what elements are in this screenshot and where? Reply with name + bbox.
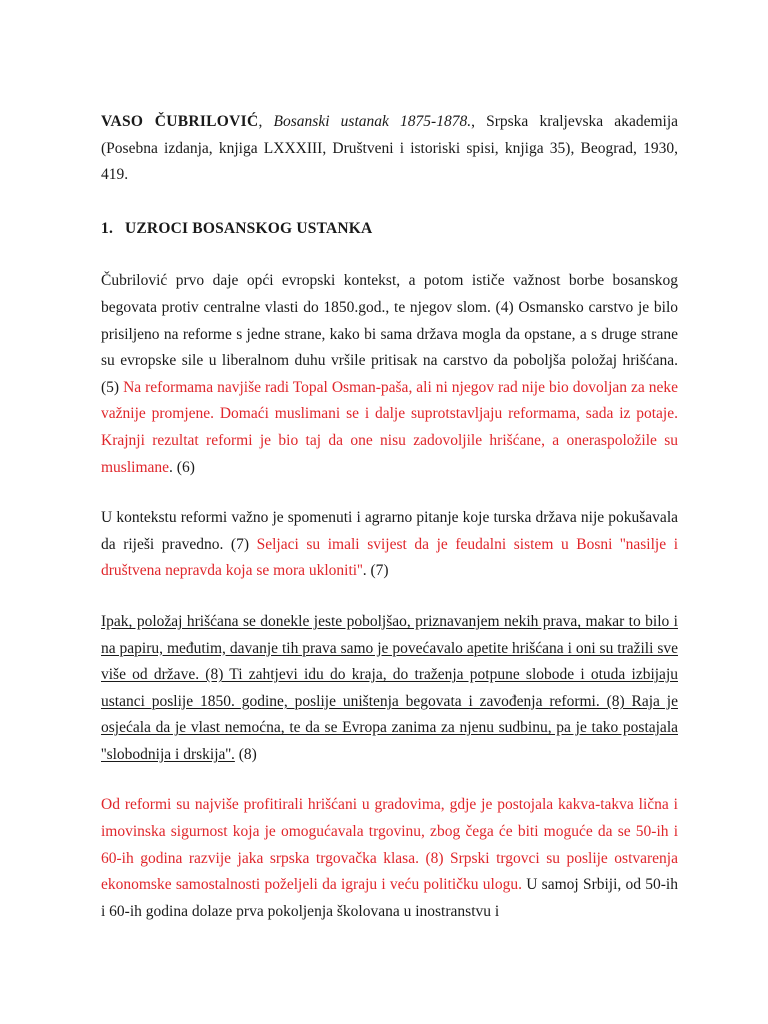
highlighted-text-red: Seljaci su imali svijest da je feudalni sistem u Bosni ''nasilje i društvena nepravda koja se mora ukloniti''	[101, 535, 679, 580]
paragraph-text: (8)	[234, 745, 257, 763]
underlined-text: Ipak, položaj hrišćana se donekle jeste poboljšao, priznavanjem nekih prava, makar to bilo i na papiru, međutim, davanje tih prava samo je povećavalo apetite hrišćana i oni su tražili sve više od države. (8) Ti zahtjevi idu do kraja, do traženja potpune slobode i otuda izbijaju ustanci poslije 1850. godine, poslije uništenja begovata i zavođenja reformi. (8) Raja je osjećala da je vlast nemoćna, te da se Evropa zanima za njenu sudbinu, pa je tako postajala ''slobodnija i drskija''.	[101, 612, 678, 763]
document-page	[101, 109, 678, 949]
section-heading	[101, 216, 678, 243]
paragraph-trade-class	[101, 792, 678, 925]
citation-separator: ,	[258, 113, 274, 130]
highlighted-text-red: Na reformama navjiše radi Topal Osman-paša, ali ni njegov rad nije bio dovoljan za neke važnije promjene. Domaći muslimani se i dalje suprotstavljaju reformama, sada iz potaje. Krajnji rezultat reformi je bio taj da one nisu zadovoljile hrišćane, a oneraspoložile su muslimane	[101, 378, 678, 476]
citation-book-title: Bosanski ustanak 1875-1878.	[273, 113, 472, 130]
section-number: 1.	[101, 219, 114, 237]
citation-publication-details: , Srpska kraljevska akademija (Posebna izdanja, knjiga LXXXIII, Društveni i istoriski spisi, knjiga 35), Beograd, 1930, 419.	[101, 113, 678, 184]
paragraph-text: Čubrilović prvo daje opći evropski kontekst, a potom ističe važnost borbe bosanskog begovata protiv centralne vlasti do 1850.god., te njegov slom. (4) Osmansko carstvo je bilo prisiljeno na reforme s jedne strane, kako bi sama država mogla da opstane, a s druge strane su evropske sile u liberalnom duhu vršile pritisak na carstvo da poboljša položaj hrišćana. (5)	[101, 272, 678, 396]
paragraph-text: . (6)	[169, 458, 195, 476]
bibliographic-citation	[101, 109, 678, 189]
section-title: UZROCI BOSANSKOG USTANKA	[125, 219, 373, 237]
paragraph-text: U kontekstu reformi važno je spomenuti i agrarno pitanje koje turska država nije pokušavala da riješi pravedno. (7)	[101, 509, 678, 553]
paragraph-christian-position	[101, 609, 678, 769]
highlighted-text-red: Od reformi su najviše profitirali hrišćani u gradovima, gdje je postojala kakva-takva lična i imovinska sigurnost koja je omogućavala trgovinu, zbog čega će biti moguće da se 50-ih i 60-ih godina razvije jaka srpska trgovačka klasa. (8) Srpski trgovci su poslije ostvarenja ekonomske samostalnosti poželjeli da igraju i veću političku ulogu.	[101, 796, 678, 894]
paragraph-text: U samoj Srbiji, od 50-ih i 60-ih godina dolaze prva pokoljenja školovana u inostranstvu i	[101, 876, 678, 920]
paragraph-text: . (7)	[362, 562, 389, 580]
paragraph-context-reforms	[101, 268, 678, 481]
paragraph-agrarian-question	[101, 505, 678, 585]
citation-author: VASO ČUBRILOVIĆ	[101, 113, 259, 130]
